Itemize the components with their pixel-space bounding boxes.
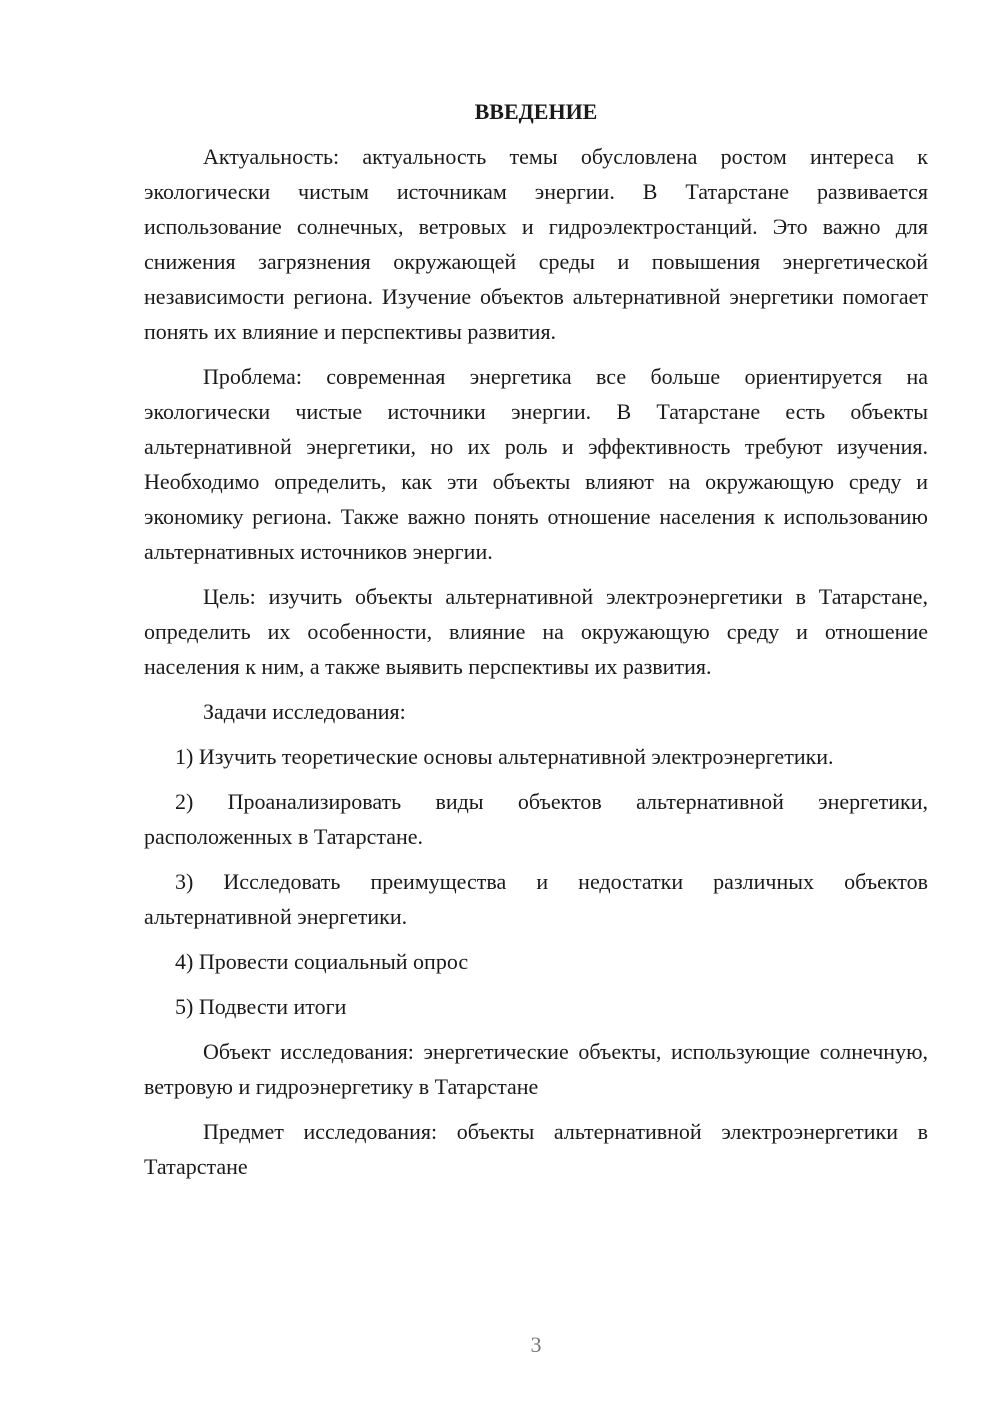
page-title: ВВЕДЕНИЕ <box>474 99 598 124</box>
paragraph-research-subject: Предмет исследования: объекты альтернативной электроэнергетики в Татарстане <box>144 1119 928 1179</box>
list-item-task-2: 2) Проанализировать виды объектов альтернативной энергетики, расположенных в Татарстане. <box>144 789 928 849</box>
list-item-task-5: 5) Подвести итоги <box>175 994 347 1019</box>
list-item-task-4: 4) Провести социальный опрос <box>175 949 469 974</box>
page-number: 3 <box>530 1332 542 1357</box>
document-body <box>144 94 928 1194</box>
list-item-task-1: 1) Изучить теоретические основы альтернативной электроэнергетики. <box>175 744 834 769</box>
paragraph-tasks-heading: Задачи исследования: <box>203 699 406 724</box>
paragraph-research-object: Объект исследования: энергетические объекты, использующие солнечную, ветровую и гидроэнергетику в Татарстане <box>144 1039 928 1099</box>
paragraph-problem: Проблема: современная энергетика все больше ориентируется на экологически чистые источники энергии. В Татарстане есть объекты альтернативной энергетики, но их роль и эффективность требуют изучения. Необходимо определить, как эти объекты влияют на окружающую среду и экономику региона. Также важно понять отношение населения к использованию альтернативных источников энергии. <box>144 364 928 564</box>
paragraph-relevance: Актуальность: актуальность темы обусловлена ростом интереса к экологически чистым источникам энергии. В Татарстане развивается использование солнечных, ветровых и гидроэлектростанций. Это важно для снижения загрязнения окружающей среды и повышения энергетической независимости региона. Изучение объектов альтернативной энергетики помогает понять их влияние и перспективы развития. <box>144 144 928 344</box>
list-item-task-3: 3) Исследовать преимущества и недостатки различных объектов альтернативной энергетики. <box>144 869 928 929</box>
paragraph-goal: Цель: изучить объекты альтернативной электроэнергетики в Татарстане, определить их особенности, влияние на окружающую среду и отношение населения к ним, а также выявить перспективы их развития. <box>144 584 928 679</box>
